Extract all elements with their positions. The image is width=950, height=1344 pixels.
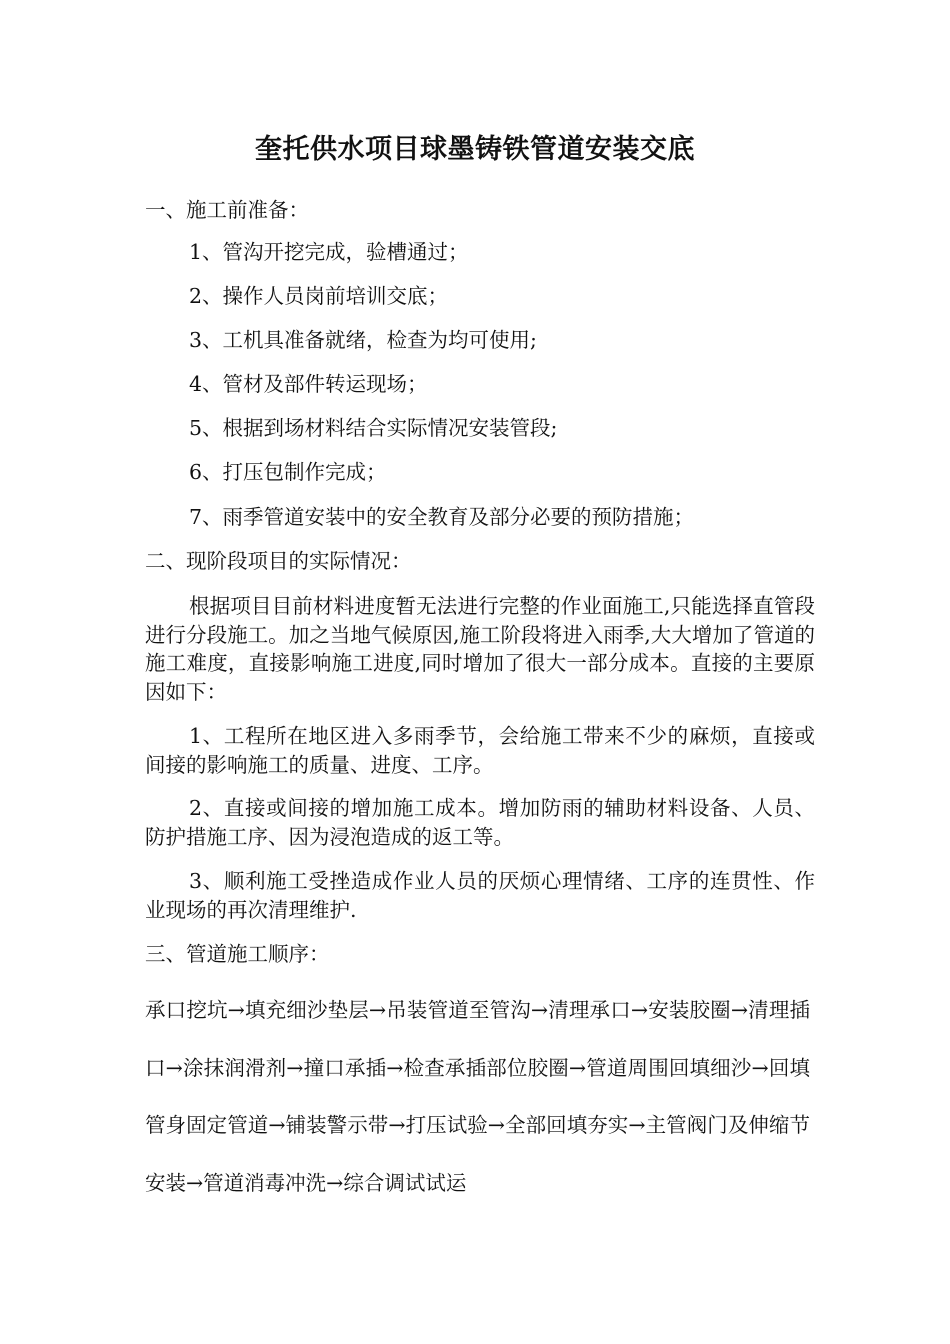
list-item: 4、管材及部件转运现场； — [189, 372, 428, 396]
section-heading-current-situation: 二、现阶段项目的实际情况： — [145, 549, 412, 573]
list-item: 5、根据到场材料结合实际情况安装管段; — [189, 416, 558, 440]
list-item: 2、操作人员岗前培训交底； — [189, 284, 449, 308]
paragraph: 根据项目目前材料进度暂无法进行完整的作业面施工,只能选择直管段进行分段施工。加之当地气候原因,施工阶段将进入雨季,大大增加了管道的施工难度，直接影响施工进度,同时增加了很大一部分成本。直接的主要原因如下： — [145, 594, 815, 704]
section-heading-construction-sequence: 三、管道施工顺序： — [145, 942, 330, 966]
paragraph: 2、直接或间接的增加施工成本。增加防雨的辅助材料设备、人员、防护措施工序、因为浸泡造成的返工等。 — [145, 796, 815, 849]
list-item: 3、工机具准备就绪，检查为均可使用; — [189, 328, 537, 352]
list-item: 7、雨季管道安装中的安全教育及部分必要的预防措施； — [189, 505, 695, 529]
paragraph: 3、顺利施工受挫造成作业人员的厌烦心理情绪、工序的连贯性、作业现场的再次清理维护. — [145, 869, 815, 922]
document-title: 奎托供水项目球墨铸铁管道安装交底 — [255, 134, 695, 165]
construction-sequence: 承口挖坑→填充细沙垫层→吊装管道至管沟→清理承口→安装胶圈→清理插口→涂抹润滑剂→撞口承插→检查承插部位胶圈→管道周围回填细沙→回填管身固定管道→铺装警示带→打压试验→全部回填夯实→主管阀门及伸缩节安装→管道消毒冲洗→综合调试试运 — [145, 998, 810, 1195]
list-item: 1、管沟开挖完成，验槽通过； — [189, 240, 469, 264]
paragraph: 1、工程所在地区进入多雨季节，会给施工带来不少的麻烦，直接或间接的影响施工的质量、进度、工序。 — [145, 724, 815, 777]
list-item: 6、打压包制作完成； — [189, 460, 387, 484]
section-heading-preparation: 一、施工前准备： — [145, 198, 309, 222]
